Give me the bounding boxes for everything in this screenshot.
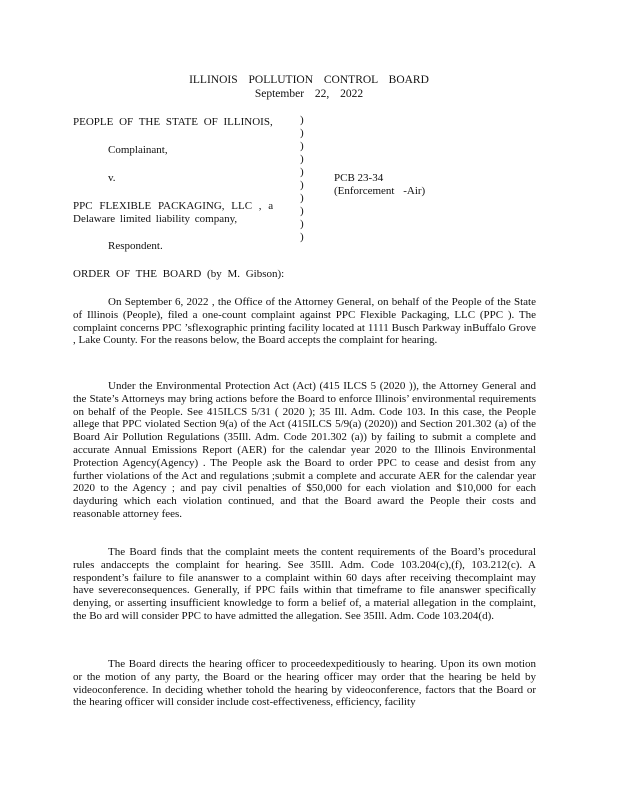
caption-paren: ) (300, 153, 304, 165)
caption-paren: ) (300, 114, 304, 126)
caption-paren: ) (300, 179, 304, 191)
caption-paren: ) (300, 218, 304, 230)
case-type: (Enforcement -Air) (334, 185, 426, 197)
agency-title: ILLINOIS POLLUTION CONTROL BOARD (189, 74, 429, 86)
caption-paren: ) (300, 205, 304, 217)
caption-defendant-role: Respondent. (108, 240, 163, 252)
caption-plaintiff: PEOPLE OF THE STATE OF ILLINOIS, (73, 116, 273, 128)
caption-paren: ) (300, 192, 304, 204)
case-number: PCB 23-34 (334, 172, 384, 184)
caption-defendant-line2: Delaware limited liability company, (73, 213, 238, 225)
caption-parentheses (300, 114, 304, 244)
caption-paren: ) (300, 231, 304, 243)
paragraph-allegations: Under the Environmental Protection Act (Act) (415 ILCS 5 (2020 )), the Attorney General and the State’s Attorneys may bring actions before the Board to enforce Illinois’ environmental requirements on behalf of the People. See 415ILCS 5/31 ( 2020 ); 35 Ill. Adm. Code 103. In this case, the People allege that PPC violated Section 9(a) of the Act (415ILCS 5/9(a) (2020)) and Section 201.302 (a) of the Board Air Pollution Regulations (35Ill. Adm. Code 201.302 (a)) by failing to submit a complete and accurate Annual Emissions Report (AER) for the calendar year 2020 to the Illinois Environmental Protection Agency(Agency) . The People ask the Board to order PPC to cease and desist from any further violations of the Act and regulations ;submit a complete and accurate AER for the calendar year 2020 to the Agency ; and pay civil penalties of $50,000 for each violation and $10,000 for each dayduring which each violation continued, and that the Board award the People their costs and reasonable attorney fees. (73, 380, 536, 520)
order-date: September 22, 2022 (254, 88, 364, 100)
order-heading: ORDER OF THE BOARD (by M. Gibson): (73, 268, 285, 280)
caption-paren: ) (300, 127, 304, 139)
paragraph-filing: On September 6, 2022 , the Office of the Attorney General, on behalf of the People of the State of Illinois (People), filed a one-count complaint against PPC Flexible Packaging, LLC (PPC ). The complaint concerns PPC ’sflexographic printing facility located at 1111 Busch Parkway inBuffalo Grove , Lake County. For the reasons below, the Board accepts the complaint for hearing. (73, 296, 536, 347)
caption-paren: ) (300, 140, 304, 152)
caption-paren: ) (300, 166, 304, 178)
caption-defendant-line1: PPC FLEXIBLE PACKAGING, LLC , a (73, 200, 274, 212)
paragraph-acceptance: The Board finds that the complaint meets the content requirements of the Board’s procedural rules andaccepts the complaint for hearing. See 35Ill. Adm. Code 103.204(c),(f), 103.212(c). A respondent’s failure to file ananswer to a complaint within 60 days after receiving thecomplaint may have severeconsequences. Generally, if PPC fails within that timeframe to file ananswer specifically denying, or asserting insufficient knowledge to form a belief of, a material allegation in the complaint, the Bo ard will consider PPC to have admitted the allegation. See 35Ill. Adm. Code 103.204(d). (73, 546, 536, 622)
caption-versus: v. (108, 172, 116, 184)
paragraph-hearing: The Board directs the hearing officer to proceedexpeditiously to hearing. Upon its own motion or the motion of any party, the Board or the hearing officer may order that the hearing be held by videoconference. In deciding whether tohold the hearing by videoconference, factors that the Board or the hearing officer will consider include cost-effectiveness, efficiency, facility (73, 658, 536, 709)
caption-plaintiff-role: Complainant, (108, 144, 168, 156)
